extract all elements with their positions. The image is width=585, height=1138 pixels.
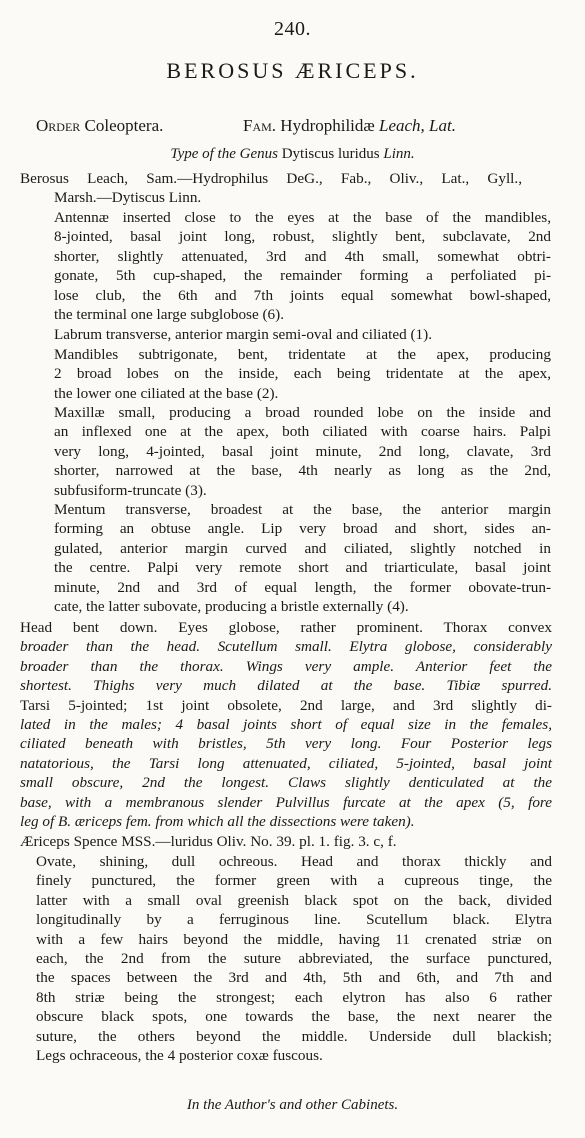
family-line — [243, 116, 456, 136]
text-line: small obscure, 2nd the longest. Claws slightly denticulated at the — [20, 774, 552, 792]
text-line: leg of B. æriceps fem. from which all the dissections were taken). — [20, 813, 415, 831]
order-line — [36, 116, 163, 136]
text-line: Maxillæ small, producing a broad rounded lobe on the inside and — [54, 404, 551, 421]
head-paragraph — [20, 618, 552, 831]
text-line: longitudinally by a ferruginous line. Scutellum black. Elytra — [36, 911, 552, 929]
text-line: Legs ochraceous, the 4 posterior coxæ fuscous. — [36, 1047, 323, 1065]
cabinets-note: In the Author's and other Cabinets. — [186, 1097, 399, 1113]
text-line: 2 broad lobes on the inside, each being tridentate at the apex, — [54, 365, 551, 383]
labrum-paragraph — [54, 325, 551, 344]
text-line: natatorious, the Tarsi long attenuated, ciliated, 5-jointed, basal joint — [20, 754, 552, 772]
type-species: Dytiscus luridus — [281, 146, 380, 162]
family-value: Hydrophilidæ — [280, 116, 375, 135]
genus-block — [20, 169, 522, 208]
text-line: broader than the thorax. Wings very ample. Anterior feet the — [20, 657, 552, 675]
text-line: lated in the males; 4 basal joints short of equal size in the females, — [20, 716, 552, 734]
text-line: Ovate, shining, dull ochreous. Head and thorax thickly and — [36, 853, 552, 870]
text-line: Antennæ inserted close to the eyes at the base of the mandibles, — [54, 209, 551, 226]
text-line: shorter, narrowed at the base, 4th nearly as long as the 2nd, — [54, 462, 551, 480]
text-line: the lower one ciliated at the base (2). — [54, 384, 279, 402]
text-line: obscure black spots, one towards the base, the next nearer the — [36, 1008, 552, 1026]
text-line: latter with a small oval greenish black spot on the back, divided — [36, 891, 552, 909]
text-line: forming an obtuse angle. Lip very broad and short, sides an- — [54, 520, 551, 538]
text-line: suture, the others beyond the middle. Underside dull blackish; — [36, 1027, 552, 1045]
text-line: lose club, the 6th and 7th joints equal somewhat bowl-shaped, — [54, 286, 551, 304]
antennae-paragraph — [54, 208, 551, 324]
text-line: base, with a membranous slender Pulvillus furcate at the apex (5, fore — [20, 793, 552, 811]
type-author: Linn. — [383, 146, 415, 162]
mentum-paragraph — [54, 500, 551, 616]
text-line: gonate, 5th cup-shaped, the remainder forming a perfoliated pi- — [54, 267, 551, 285]
text-line: the terminal one large subglobose (6). — [54, 306, 284, 324]
text-line: Head bent down. Eyes globose, rather prominent. Thorax convex — [20, 619, 552, 636]
text-line: the spaces between the 3rd and 4th, 5th and 6th, and 7th and — [36, 969, 552, 987]
family-authors: Leach, Lat. — [379, 116, 456, 135]
text-line: minute, 2nd and 3rd of equal length, the former obovate-trun- — [54, 578, 551, 596]
text-line: cate, the latter subovate, producing a bristle externally (4). — [54, 598, 409, 616]
text-line: broader than the head. Scutellum small. Elytra globose, considerably — [20, 638, 552, 656]
text-line: shortest. Thighs very much dilated at the base. Tibiæ spurred. — [20, 677, 552, 695]
text-line: ciliated beneath with bristles, 5th very long. Four Posterior legs — [20, 735, 552, 753]
order-value: Coleoptera. — [84, 116, 164, 135]
text-line: with a few hairs beyond the middle, having 11 crenated striæ on — [36, 930, 552, 948]
text-line: gulated, anterior margin curved and ciliated, slightly notched in — [54, 539, 551, 557]
text-line: finely punctured, the former green with a cupreous tinge, the — [36, 872, 552, 890]
text-line: an inflexed one at the apex, both ciliated with coarse hairs. Palpi — [54, 423, 551, 441]
mandibles-paragraph — [54, 345, 551, 403]
text-line: Labrum transverse, anterior margin semi-oval and ciliated (1). — [54, 326, 433, 343]
maxillae-paragraph — [54, 403, 551, 500]
page-number: 240. — [274, 18, 311, 40]
species-description — [36, 852, 552, 1065]
text-line: Tarsi 5-jointed; 1st joint obsolete, 2nd large, and 3rd slightly di- — [20, 696, 552, 714]
genus-line: Marsh.—Dytiscus Linn. — [54, 189, 202, 207]
genus-line: Berosus Leach, Sam.—Hydrophilus DeG., Fab., Oliv., Lat., Gyll., — [20, 170, 522, 187]
text-line: 8-jointed, basal joint long, robust, slightly bent, subclavate, 2nd — [54, 228, 551, 246]
text-line: Mentum transverse, broadest at the base, the anterior margin — [54, 501, 551, 518]
text-line: shorter, slightly attenuated, 3rd and 4th small, somewhat obtri- — [54, 247, 551, 265]
type-line — [0, 144, 585, 164]
family-label: Fam. — [243, 116, 277, 135]
text-line: the centre. Palpi very remote short and triarticulate, basal joint — [54, 559, 551, 577]
species-synonymy: Æriceps Spence MSS.—luridus Oliv. No. 39. pl. 1. fig. 3. c, f. — [20, 833, 397, 850]
text-line: each, the 2nd from the suture abbreviated, the surface punctured, — [36, 950, 552, 968]
text-line: subfusiform-truncate (3). — [54, 481, 207, 499]
type-prefix: Type of the Genus — [170, 146, 278, 162]
page-title: BEROSUS ÆRICEPS. — [166, 58, 419, 83]
order-label: Order — [36, 116, 81, 135]
text-line: Mandibles subtrigonate, bent, tridentate at the apex, producing — [54, 346, 551, 363]
text-line: 8th striæ being the strongest; each elytron has also 6 rather — [36, 988, 552, 1006]
text-line: very long, 4-jointed, basal joint minute, 2nd long, clavate, 3rd — [54, 442, 551, 460]
species-heading — [20, 832, 552, 851]
